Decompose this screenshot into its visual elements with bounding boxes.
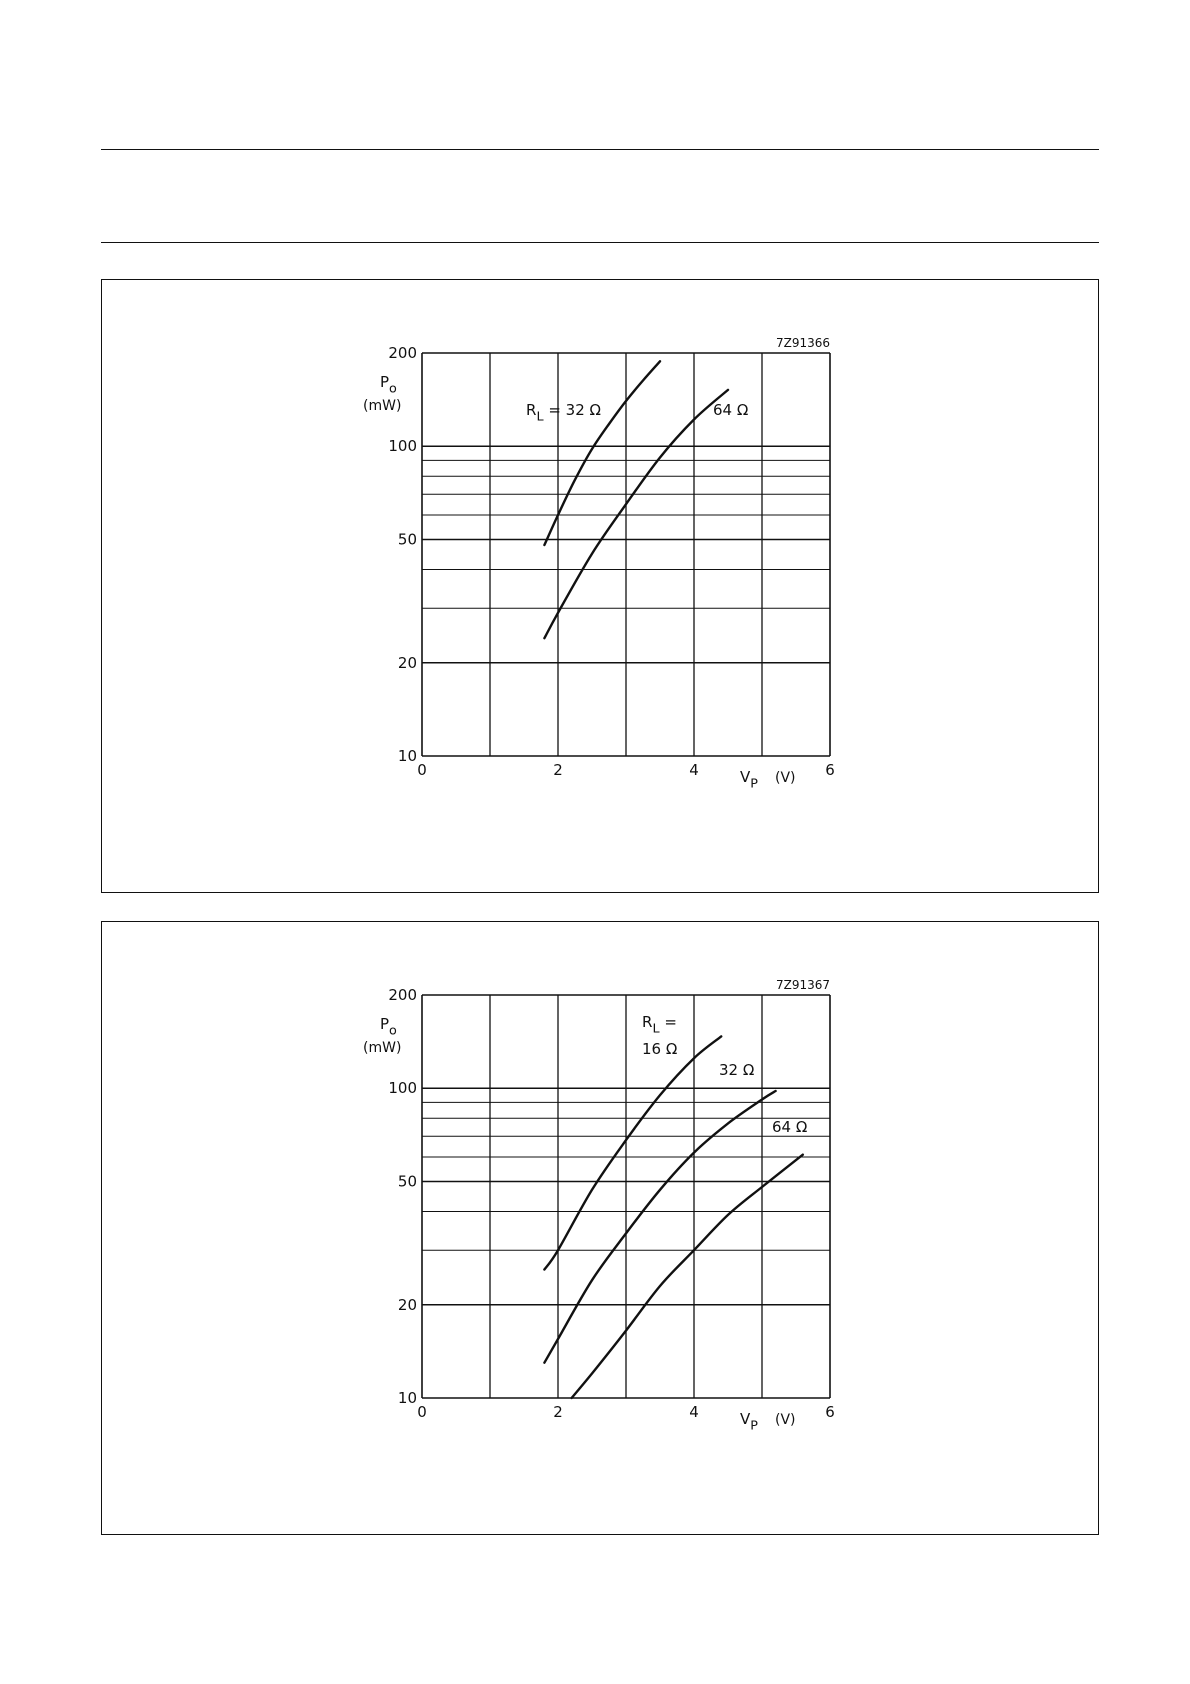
chart-code-label: 7Z91366	[775, 336, 830, 350]
grid	[422, 995, 830, 1398]
y-tick-label: 50	[397, 1172, 417, 1191]
chart-code-label: 7Z91367	[775, 978, 830, 992]
y-axis-unit: (mW)	[363, 1040, 402, 1056]
y-axis-unit: (mW)	[363, 398, 402, 414]
y-tick-label: 10	[397, 1389, 417, 1407]
y-tick-label: 200	[388, 986, 417, 1004]
series-line	[544, 361, 660, 545]
header-rule-bottom	[101, 242, 1099, 243]
chart-po-vs-vp-2	[102, 922, 1098, 1534]
x-tick-label: 4	[689, 1403, 699, 1421]
series-label: $R_L$ =	[642, 1013, 677, 1037]
series-line	[544, 1091, 775, 1363]
series-line	[544, 390, 728, 638]
y-tick-label: 20	[397, 653, 417, 672]
x-tick-label: 4	[689, 761, 699, 779]
y-tick-label: 100	[388, 437, 417, 456]
y-tick-label: 100	[388, 1079, 417, 1098]
grid	[422, 353, 830, 756]
y-axis-label: $P_o$	[380, 373, 397, 397]
x-tick-label: 6	[825, 1403, 835, 1421]
chart-po-vs-vp-1	[102, 280, 1098, 892]
series-label: $R_L = 32$ Ω	[526, 401, 601, 425]
series-label: 64 Ω	[772, 1118, 808, 1136]
x-tick-label: 0	[417, 1403, 427, 1421]
series-line	[572, 1155, 803, 1398]
x-axis-unit: (V)	[775, 770, 796, 786]
series-label: 32 Ω	[719, 1061, 755, 1079]
y-tick-label: 200	[388, 344, 417, 362]
y-tick-label: 20	[397, 1295, 417, 1314]
x-tick-label: 2	[553, 1403, 563, 1421]
x-tick-label: 0	[417, 761, 427, 779]
x-axis-unit: (V)	[775, 1412, 796, 1428]
y-axis-label: $P_o$	[380, 1015, 397, 1039]
y-tick-label: 50	[397, 530, 417, 549]
header-rule-top	[101, 149, 1099, 150]
y-tick-label: 10	[397, 747, 417, 765]
x-axis-label: $V_P$	[740, 768, 758, 792]
x-tick-label: 2	[553, 761, 563, 779]
series-label: 64 Ω	[713, 401, 749, 419]
series-label-line2: 16 Ω	[642, 1040, 678, 1058]
figure-panel-2	[101, 921, 1099, 1535]
figure-panel-1	[101, 279, 1099, 893]
x-axis-label: $V_P$	[740, 1410, 758, 1434]
x-tick-label: 6	[825, 761, 835, 779]
